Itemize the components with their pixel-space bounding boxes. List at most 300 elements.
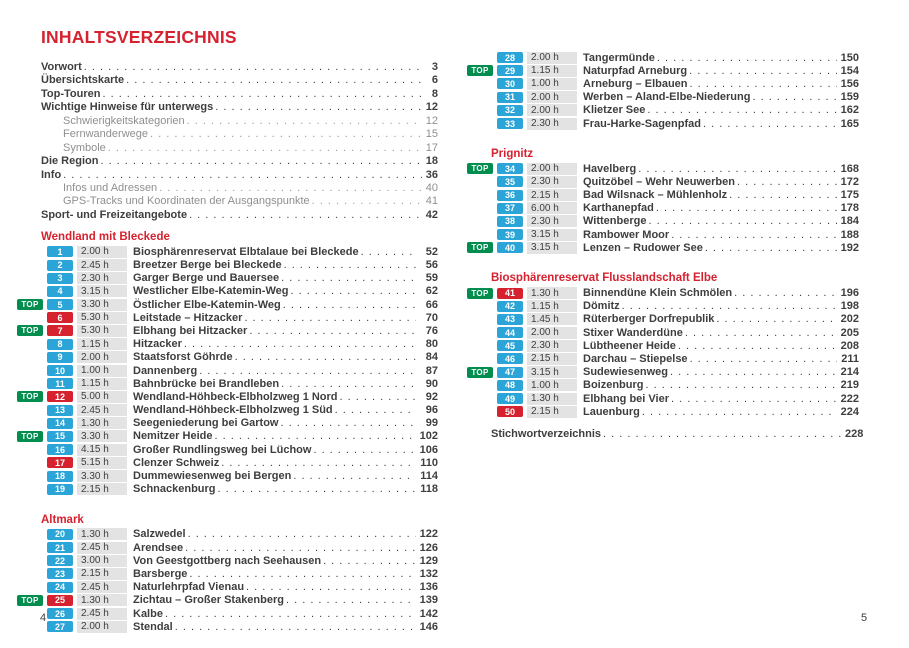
tour-entry [17,311,438,324]
toc-entry-label: Übersichtskarte [41,74,125,87]
tour-page-number: 136 [419,581,438,594]
tour-duration: 3.30 h [77,430,127,442]
dot-leader [290,285,416,297]
tour-title: Barsberge [133,567,188,580]
top-badge-slot [17,286,43,297]
top-badge-slot [467,242,493,253]
page-title: INHALTSVERZEICHNIS [41,27,237,47]
tour-page-number: 198 [840,300,859,313]
tour-entry [17,443,438,456]
tour-entry [467,366,859,379]
dot-leader [126,74,422,87]
toc-entry [41,74,438,87]
tour-duration: 2.45 h [77,404,127,416]
tour-duration: 4.15 h [77,444,127,456]
tour-duration: 1.45 h [527,313,577,325]
top-badge-slot [17,582,43,593]
toc-entry-page-number: 36 [425,168,438,181]
tour-title: Boizenburg [583,379,644,392]
tour-page-number: 139 [419,594,438,607]
tour-duration: 2.15 h [527,353,577,365]
tour-duration: 2.00 h [527,104,577,116]
tour-list-wendland [17,245,438,496]
dot-leader [656,202,837,214]
tour-page-number: 118 [420,483,438,496]
tour-page-number: 165 [840,117,859,130]
tour-number-badge: 7 [47,325,73,336]
top-badge-slot [17,418,43,429]
tour-title: Östlicher Elbe-Katemin-Weg [133,298,281,311]
dot-leader [622,300,837,312]
dot-leader [313,444,416,456]
top-badge-slot [17,542,43,553]
top-badge: TOP [17,431,43,442]
top-badge-slot [467,216,493,227]
toc-entry-label: Schwierigkeitskategorien [63,114,185,127]
tour-title: Darchau – Stiepelse [583,352,688,365]
tour-page-number: 102 [419,430,438,443]
dot-leader [657,52,837,64]
tour-title: Binnendüne Klein Schmölen [583,287,733,300]
tour-entry [467,392,859,405]
dot-leader [244,312,416,324]
dot-leader [293,470,416,482]
dot-leader [189,568,416,580]
tour-title: Clenzer Schweiz [133,456,220,469]
tour-number-badge: 12 [47,391,73,402]
tour-entry [17,245,438,258]
section-header: Wendland mit Bleckede [41,231,170,244]
tour-number-badge: 16 [47,444,73,455]
tour-page-number: 175 [840,189,859,202]
tour-page-number: 142 [419,607,438,620]
tour-title: Elbhang bei Hitzacker [133,324,248,337]
top-badge: TOP [467,163,493,174]
section-gap [17,496,438,505]
tour-entry [467,241,859,254]
index-entry [491,428,864,441]
tour-title: Elbhang bei Vier [583,392,669,405]
toc-entry-label: Wichtige Hinweise für unterwegs [41,101,214,114]
top-badge-slot [467,380,493,391]
tour-duration: 2.00 h [77,246,127,258]
section-altmark-continued [467,51,859,130]
tour-number-badge: 28 [497,52,523,63]
tour-page-number: 202 [840,313,859,326]
tour-entry [17,483,438,496]
top-badge-slot [467,406,493,417]
dot-leader [246,581,416,593]
tour-duration: 3.15 h [527,229,577,241]
tour-entry [467,313,859,326]
top-badge: TOP [467,65,493,76]
tour-page-number: 90 [425,377,438,390]
tour-number-badge: 40 [497,242,523,253]
dot-leader [703,118,837,130]
tour-duration: 2.15 h [527,406,577,418]
top-badge-slot [17,325,43,336]
tour-entry [17,541,438,554]
dot-leader [361,246,416,258]
top-badge-slot [467,367,493,378]
dot-leader [729,189,837,201]
tour-title: Wendland-Höhbeck-Elbholzweg 1 Nord [133,390,338,403]
tour-duration: 2.45 h [77,581,127,593]
top-badge-slot [17,312,43,323]
top-badge-slot [467,314,493,325]
dot-leader [323,555,416,567]
tour-list-prignitz [467,162,859,254]
tour-number-badge: 5 [47,299,73,310]
tour-duration: 3.15 h [527,242,577,254]
tour-page-number: 188 [840,228,859,241]
dot-leader [189,209,422,222]
tour-entry [467,189,859,202]
dot-leader [312,195,422,208]
tour-duration: 1.00 h [77,365,127,377]
index-entry-label: Stichwortverzeichnis [491,428,602,441]
tour-title: Wittenberge [583,215,647,228]
tour-title: Quitzöbel – Wehr Neuwerben [583,175,735,188]
top-badge: TOP [17,595,43,606]
tour-page-number: 156 [840,77,859,90]
tour-title: Biosphärenreservat Elbtalaue bei Bleckede [133,245,359,258]
top-badge-slot [17,555,43,566]
left-column [17,27,438,633]
tour-page-number: 132 [419,567,438,580]
top-badge-slot [467,340,493,351]
dot-leader [215,101,422,114]
toc-entry [41,115,438,128]
dot-leader [100,155,422,168]
tour-number-badge: 49 [497,393,523,404]
tour-page-number: 168 [840,162,859,175]
tour-duration: 2.00 h [77,351,127,363]
tour-page-number: 96 [425,404,438,417]
tour-duration: 1.15 h [527,65,577,77]
tour-title: Lübtheener Heide [583,339,676,352]
tour-entry [467,339,859,352]
tour-duration: 2.45 h [77,542,127,554]
toc-entry-label: Symbole [63,141,106,154]
tour-duration: 6.00 h [527,202,577,214]
top-badge: TOP [17,391,43,402]
toc-entry-label: Fernwanderwege [63,128,148,141]
tour-entry [467,64,859,77]
tour-page-number: 205 [840,326,859,339]
dot-leader [646,379,838,391]
tour-entry [17,351,438,364]
dot-leader [249,325,416,337]
dot-leader [218,483,416,495]
tour-entry [467,352,859,365]
tour-number-badge: 1 [47,246,73,257]
toc-entry-page-number: 42 [425,208,438,221]
tour-title: Tangermünde [583,51,655,64]
tour-number-badge: 38 [497,216,523,227]
tour-number-badge: 30 [497,78,523,89]
dot-leader [752,91,837,103]
top-badge-slot [17,391,43,402]
tour-duration: 1.30 h [527,287,577,299]
tour-title: Schnackenburg [133,483,216,496]
tour-entry [17,594,438,607]
dot-leader [184,338,416,350]
tour-entry [17,417,438,430]
tour-duration: 5.30 h [77,312,127,324]
tour-page-number: 214 [840,366,859,379]
dot-leader [185,542,416,554]
tour-duration: 2.00 h [527,91,577,103]
toc-entry-page-number: 41 [425,195,438,208]
tour-entry [17,338,438,351]
tour-entry [467,300,859,313]
tour-entry [17,298,438,311]
tour-number-badge: 11 [47,378,73,389]
tour-number-badge: 20 [47,529,73,540]
top-badge-slot [467,78,493,89]
tour-duration: 1.15 h [77,378,127,390]
tour-title: Seegeniederung bei Gartow [133,417,279,430]
tour-duration: 2.30 h [77,272,127,284]
dot-leader [150,128,422,141]
tour-title: Dummewiesenweg bei Bergen [133,470,292,483]
tour-number-badge: 33 [497,118,523,129]
tour-page-number: 59 [425,272,438,285]
dot-leader [678,340,837,352]
tour-number-badge: 17 [47,457,73,468]
tour-duration: 2.15 h [527,189,577,201]
tour-duration: 2.30 h [527,176,577,188]
tour-duration: 2.00 h [77,621,127,633]
toc-entry-label: Info [41,168,62,181]
tour-number-badge: 24 [47,582,73,593]
top-badge: TOP [467,367,493,378]
top-badge: TOP [467,288,493,299]
toc-entry-page-number: 3 [431,61,438,73]
tour-page-number: 184 [840,215,859,228]
tour-title: Werben – Aland-Elbe-Niederung [583,91,751,104]
tour-title: Hitzacker [133,338,182,351]
tour-entry [467,202,859,215]
tour-title: Sudewiesenweg [583,366,668,379]
tour-page-number: 99 [425,417,438,430]
top-badge-slot [17,365,43,376]
tour-entry [17,285,438,298]
tour-title: Lenzen – Rudower See [583,241,703,254]
tour-title: Stendal [133,620,173,633]
tour-entry [17,404,438,417]
toc-entry [41,195,438,208]
tour-duration: 2.30 h [527,118,577,130]
tour-title: Staatsforst Göhrde [133,351,233,364]
tour-page-number: 154 [840,64,859,77]
tour-number-badge: 13 [47,405,73,416]
tour-page-number: 146 [419,620,438,633]
tour-page-number: 66 [425,298,438,311]
tour-title: Klietzer See [583,104,646,117]
dot-leader [734,287,837,299]
tour-number-badge: 37 [497,203,523,214]
dot-leader [63,169,422,182]
tour-entry [467,117,859,130]
tour-entry [17,377,438,390]
dot-leader [671,229,837,241]
toc-entry-page-number: 12 [425,114,438,127]
tour-list-altmark-continued [467,51,859,130]
dot-leader [705,242,837,254]
tour-entry [17,554,438,567]
dot-leader [102,88,422,101]
top-badge-slot [17,484,43,495]
tour-number-badge: 23 [47,568,73,579]
tour-page-number: 106 [419,443,438,456]
top-badge-slot [467,65,493,76]
section-prignitz [467,148,859,254]
tour-number-badge: 43 [497,314,523,325]
tour-number-badge: 35 [497,176,523,187]
tour-title: Stixer Wanderdüne [583,326,683,339]
section-gap [467,130,859,139]
tour-page-number: 56 [425,259,438,272]
top-badge-slot [467,163,493,174]
top-badge-slot [17,457,43,468]
tour-number-badge: 3 [47,273,73,284]
tour-duration: 1.00 h [527,78,577,90]
top-badge-slot [17,352,43,363]
dot-leader [188,528,416,540]
top-badge-slot [467,176,493,187]
tour-duration: 5.00 h [77,391,127,403]
tour-title: Bad Wilsnack – Mühlenholz [583,189,728,202]
tour-number-badge: 26 [47,608,73,619]
toc-entry [41,101,438,114]
top-badge-slot [17,273,43,284]
tour-number-badge: 25 [47,595,73,606]
top-badge-slot [17,405,43,416]
toc-entry-label: Vorwort [41,61,82,73]
toc-entry [41,182,438,195]
tour-duration: 3.30 h [77,299,127,311]
toc-entry [41,155,438,168]
tour-title: Frau-Harke-Sagenpfad [583,117,701,130]
tour-duration: 2.30 h [527,215,577,227]
top-badge-slot [467,190,493,201]
tour-entry [17,390,438,403]
tour-number-badge: 36 [497,190,523,201]
top-badge-slot [467,52,493,63]
tour-title: Leitstade – Hitzacker [133,311,243,324]
toc-entry-page-number: 15 [425,128,438,141]
top-badge-slot [467,301,493,312]
tour-entry [17,272,438,285]
dot-leader [214,430,416,442]
section-header: Biosphärenreservat Flusslandschaft Elbe [491,272,718,285]
tour-entry [467,162,859,175]
tour-entry [467,326,859,339]
toc-entry [41,61,438,74]
tour-page-number: 219 [840,379,859,392]
tour-entry [467,215,859,228]
book-page-number-right: 5 [861,612,868,624]
tour-number-badge: 8 [47,339,73,350]
tour-number-badge: 48 [497,380,523,391]
top-badge-slot [467,229,493,240]
tour-number-badge: 6 [47,312,73,323]
dot-leader [281,272,416,284]
tour-page-number: 129 [419,554,438,567]
dot-leader [737,176,837,188]
tour-page-number: 122 [419,528,438,541]
top-badge-slot [467,118,493,129]
tour-number-badge: 27 [47,621,73,632]
tour-page-number: 178 [840,202,859,215]
tour-duration: 5.30 h [77,325,127,337]
top-badge-slot [17,529,43,540]
toc-entry-page-number: 12 [425,101,438,114]
tour-page-number: 110 [420,456,438,469]
top-badge-slot [17,595,43,606]
tour-title: Karthanepfad [583,202,654,215]
toc-entry-page-number: 17 [425,141,438,154]
tour-duration: 2.00 h [527,327,577,339]
tour-page-number: 84 [425,351,438,364]
tour-number-badge: 50 [497,406,523,417]
tour-number-badge: 9 [47,352,73,363]
tour-number-badge: 41 [497,288,523,299]
dot-leader [286,594,416,606]
tour-number-badge: 2 [47,260,73,271]
tour-page-number: 114 [420,470,438,483]
section-header: Prignitz [491,148,534,161]
tour-entry [17,620,438,633]
tour-page-number: 76 [425,324,438,337]
dot-leader [690,353,837,365]
tour-title: Salzwedel [133,528,186,541]
dot-leader [187,115,422,128]
tour-title: Havelberg [583,162,637,175]
dot-leader [199,365,416,377]
toc-entry-label: Top-Touren [41,87,101,100]
tour-title: Wendland-Höhbeck-Elbholzweg 1 Süd [133,404,333,417]
toc-entry-page-number: 18 [425,155,438,168]
toc-entry-label: GPS-Tracks und Koordinaten der Ausgangspunkte [63,195,310,208]
tour-title: Dannenberg [133,364,198,377]
dot-leader [284,259,416,271]
dot-leader [165,608,416,620]
toc-entry-page-number: 40 [425,181,438,194]
toc-entry-label: Die Region [41,155,99,168]
top-badge: TOP [17,299,43,310]
tour-page-number: 208 [840,339,859,352]
tour-title: Lauenburg [583,405,640,418]
top-badge-slot [467,92,493,103]
tour-page-number: 211 [841,352,859,365]
tour-duration: 2.15 h [77,483,127,495]
tour-number-badge: 19 [47,484,73,495]
tour-page-number: 192 [840,241,859,254]
toc-entry-page-number: 8 [431,87,438,100]
section-gap [467,254,859,263]
top-badge-slot [467,203,493,214]
tour-entry [467,286,859,299]
tour-entry [17,258,438,271]
tour-page-number: 162 [840,104,859,117]
tour-number-badge: 34 [497,163,523,174]
dot-leader [175,621,416,633]
tour-page-number: 52 [425,245,438,258]
tour-number-badge: 45 [497,340,523,351]
